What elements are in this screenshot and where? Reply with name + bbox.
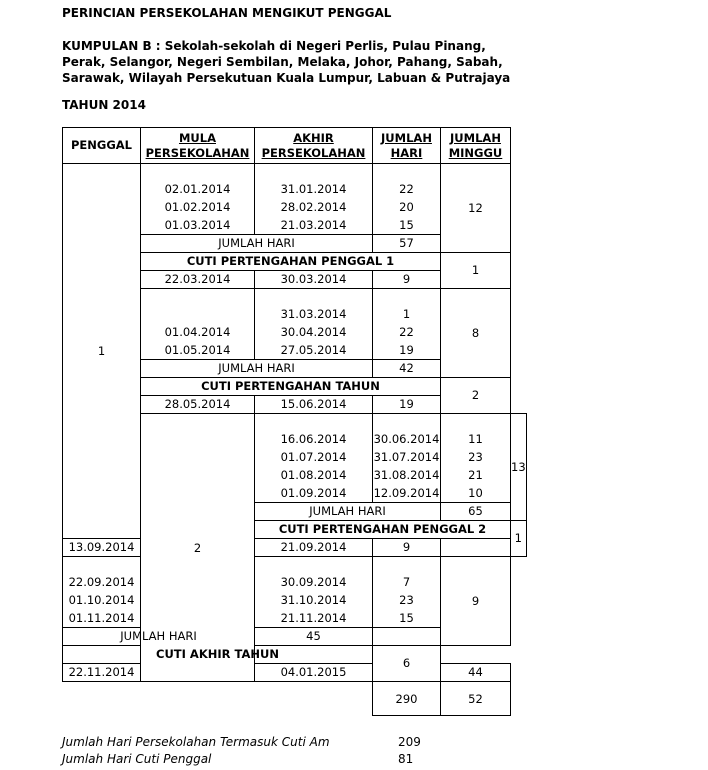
cuti-4-hari: 44 [441,664,511,682]
cuti-2-akhir: 15.06.2014 [255,396,373,414]
summary-label: Jumlah Hari Cuti Penggal [62,752,212,766]
cuti-3-mula: 13.09.2014 [63,539,141,557]
cuti-3-minggu: 1 [511,521,527,557]
penggal-2-cell: 2 [141,414,255,682]
cuti-3-hari: 9 [373,539,441,557]
cuti-1-mula: 22.03.2014 [141,271,255,289]
cell-line: 1 [402,307,411,321]
cell-line: 16.06.2014 [280,432,347,446]
cell-line: 21.11.2014 [280,611,347,625]
cell-line: 31.07.2014 [373,450,440,464]
block1-total: 57 [373,235,441,253]
cell-line: 31.08.2014 [373,468,440,482]
jumlah-hari-label: JUMLAH HARI [63,628,255,646]
cuti-4-akhir: 04.01.2015 [255,664,373,682]
table-row [63,664,527,682]
summary-value: 209 [398,735,421,749]
cell-line: 01.02.2014 [164,200,231,214]
cell-line: 01.03.2014 [164,218,231,232]
block3-total: 65 [441,503,511,521]
table-row [63,164,527,235]
block4-akhir [255,557,373,628]
table-row [63,557,527,628]
block2-mula [141,289,255,360]
cuti-1-hari: 9 [373,271,441,289]
cuti-4-title: CUTI AKHIR TAHUN [63,646,373,664]
cell-line: 31.03.2014 [280,307,347,321]
block4-mula [63,557,141,628]
cuti-3-title: CUTI PERTENGAHAN PENGGAL 2 [255,521,511,539]
cuti-3-akhir: 21.09.2014 [255,539,373,557]
cell-line: 28.02.2014 [280,200,347,214]
cell-line: 31.01.2014 [280,182,347,196]
block2-akhir [255,289,373,360]
penggal-1-cell: 1 [63,164,141,539]
cell-line: 21.03.2014 [280,218,347,232]
cell-line: 27.05.2014 [280,343,347,357]
cell-line: 21 [468,468,483,482]
header-mula: MULA PERSEKOLAHAN [141,128,255,164]
block1-akhir [255,164,373,235]
page-title: PERINCIAN PERSEKOLAHAN MENGIKUT PENGGAL [62,6,392,20]
cuti-1-minggu: 1 [441,253,511,289]
header-jumlah-minggu: JUMLAH MINGGU [441,128,511,164]
grand-total-row [63,682,527,716]
cell-line: 31.10.2014 [280,593,347,607]
cell-line: 01.11.2014 [68,611,135,625]
summary-value: 81 [398,752,414,766]
cuti-4-mula: 22.11.2014 [63,664,141,682]
table-row [63,646,527,664]
jumlah-hari-label: JUMLAH HARI [141,360,373,378]
cell-line: 11 [468,432,483,446]
block1-mula [141,164,255,235]
cell-line: 23 [399,593,414,607]
jumlah-hari-label: JUMLAH HARI [141,235,373,253]
cell-line: 23 [468,450,483,464]
cell-line: 30.06.2014 [373,432,440,446]
school-calendar-table [62,127,527,716]
cell-line: 01.09.2014 [280,486,347,500]
cell-line: 7 [402,575,411,589]
kumpulan-description: KUMPULAN B : Sekolah-sekolah di Negeri Perlis, Pulau Pinang, Perak, Selangor, Negeri Sembilan, Melaka, Johor, Pahang, Sabah, Sarawak, Wilayah Persekutuan Kuala Lumpur, Labuan & Putrajaya [62,39,511,85]
cell-line: 01.04.2014 [164,325,231,339]
cell-line: 01.08.2014 [280,468,347,482]
header-akhir: AKHIR PERSEKOLAHAN [255,128,373,164]
cuti-2-title: CUTI PERTENGAHAN TAHUN [141,378,441,396]
header-jumlah-hari: JUMLAH HARI [373,128,441,164]
block4-minggu: 9 [441,557,511,646]
cuti-1-akhir: 30.03.2014 [255,271,373,289]
cuti-1-title: CUTI PERTENGAHAN PENGGAL 1 [141,253,441,271]
block4-hari [373,557,441,628]
block2-total: 42 [373,360,441,378]
block3-akhir [373,414,441,503]
block3-hari [441,414,511,503]
summary-label: Jumlah Hari Persekolahan Termasuk Cuti Am [62,735,330,749]
cuti-2-minggu: 2 [441,378,511,414]
block3-minggu: 13 [511,414,527,521]
block4-total: 45 [255,628,373,646]
block2-minggu: 8 [441,289,511,378]
cell-line: 20 [399,200,414,214]
jumlah-hari-label: JUMLAH HARI [255,503,441,521]
cell-line: 01.05.2014 [164,343,231,357]
year-label: TAHUN 2014 [62,98,146,112]
summary-row-1 [62,735,421,749]
table-row [63,539,527,557]
cell-line: 01.07.2014 [280,450,347,464]
cell-line: 02.01.2014 [164,182,231,196]
block1-hari [373,164,441,235]
table-header-row [63,128,527,164]
block3-mula [255,414,373,503]
cell-line: 01.10.2014 [68,593,135,607]
cell-line: 12.09.2014 [373,486,440,500]
cell-line: 15 [399,611,414,625]
cell-line: 19 [399,343,414,357]
cuti-4-minggu: 6 [373,646,441,682]
cell-line [141,305,254,323]
cell-line: 22.09.2014 [68,575,135,589]
cuti-2-mula: 28.05.2014 [141,396,255,414]
block1-minggu: 12 [441,164,511,253]
grand-total-minggu: 52 [441,682,511,716]
cell-line: 15 [399,218,414,232]
cell-line: 30.04.2014 [280,325,347,339]
cell-line: 22 [399,182,414,196]
cell-line: 10 [468,486,483,500]
header-penggal: PENGGAL [63,128,141,164]
cuti-2-hari: 19 [373,396,441,414]
cell-line: 22 [399,325,414,339]
summary-row-2 [62,752,414,766]
grand-total-spacer [63,682,373,716]
grand-total-hari: 290 [373,682,441,716]
block2-hari [373,289,441,360]
cell-line: 30.09.2014 [280,575,347,589]
